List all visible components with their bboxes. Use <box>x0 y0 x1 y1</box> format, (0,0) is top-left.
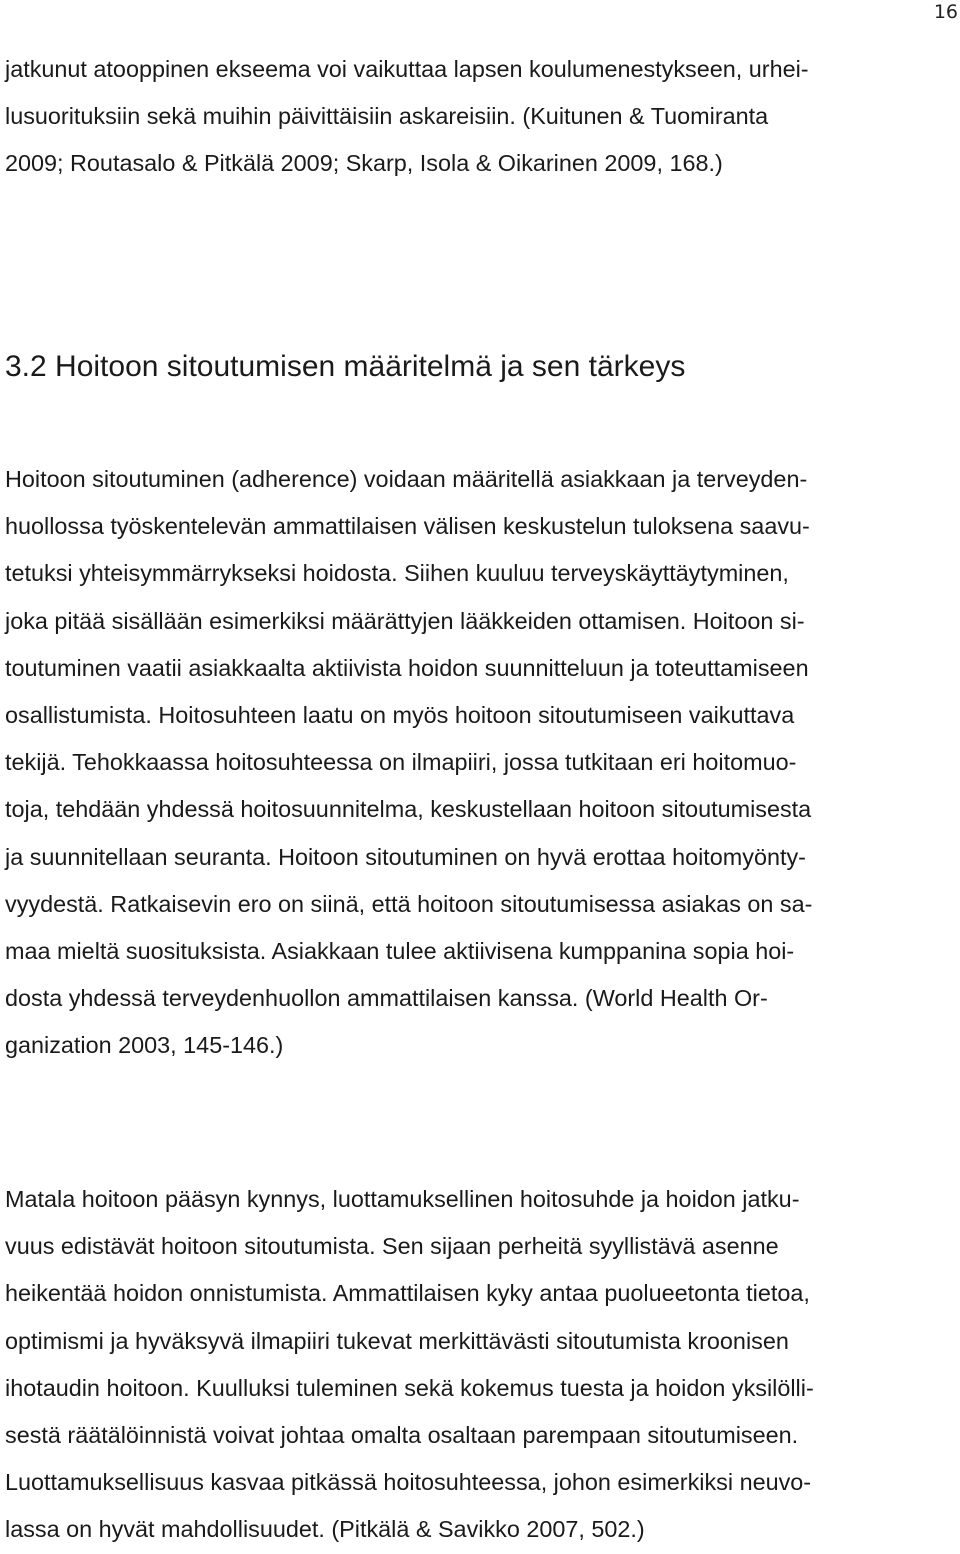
text-line: Hoitoon sitoutuminen (adherence) voidaan määritellä asiakkaan ja terveyden- <box>5 466 808 492</box>
page-number: 16 <box>933 1 958 23</box>
text-line: ja suunnitellaan seuranta. Hoitoon sitoutuminen on hyvä erottaa hoitomyönty- <box>5 843 806 870</box>
text-line: 2009; Routasalo & Pitkälä 2009; Skarp, Isola & Oikarinen 2009, 168.) <box>5 150 723 177</box>
text-line: toja, tehdään yhdessä hoitosuunnitelma, keskustellaan hoitoon sitoutumisesta <box>5 796 812 823</box>
text-line: osallistumista. Hoitosuhteen laatu on myös hoitoon sitoutumiseen vaikuttava <box>5 701 795 728</box>
text-line: ihotaudin hoitoon. Kuulluksi tuleminen sekä kokemus tuesta ja hoidon yksilölli- <box>5 1374 814 1401</box>
paragraph-adherence-definition <box>5 456 812 1069</box>
text-line: jatkunut atooppinen ekseema voi vaikuttaa lapsen koulumenestykseen, urhei- <box>5 56 809 82</box>
text-line: Luottamuksellisuus kasvaa pitkässä hoitosuhteessa, johon esimerkiksi neuvo- <box>5 1469 812 1496</box>
text-line: heikentää hoidon onnistumista. Ammattilaisen kyky antaa puolueetonta tietoa, <box>5 1280 810 1307</box>
text-line: lusuorituksiin sekä muihin päivittäisiin askareisiin. (Kuitunen & Tuomiranta <box>5 103 769 130</box>
paragraph-intro <box>5 46 809 188</box>
text-line: joka pitää sisällään esimerkiksi määrättyjen lääkkeiden ottamisen. Hoitoon si- <box>5 607 805 634</box>
paragraph-threshold-and-trust <box>5 1176 814 1554</box>
text-line: ganization 2003, 145-146.) <box>5 1032 284 1059</box>
text-line: tetuksi yhteisymmärrykseksi hoidosta. Siihen kuuluu terveyskäyttäytyminen, <box>5 560 789 587</box>
text-line: huollossa työskentelevän ammattilaisen välisen keskustelun tuloksena saavu- <box>5 513 810 540</box>
text-line: tekijä. Tehokkaassa hoitosuhteessa on ilmapiiri, jossa tutkitaan eri hoitomuo- <box>5 749 797 776</box>
text-line: lassa on hyvät mahdollisuudet. (Pitkälä & Savikko 2007, 502.) <box>5 1516 645 1543</box>
text-line: maa mieltä suosituksista. Asiakkaan tulee aktiivisena kumppanina sopia hoi- <box>5 937 795 964</box>
text-line: vyydestä. Ratkaisevin ero on siinä, että hoitoon sitoutumisessa asiakas on sa- <box>5 890 813 917</box>
text-line: vuus edistävät hoitoon sitoutumista. Sen sijaan perheitä syyllistävä asenne <box>5 1233 779 1260</box>
text-line: Matala hoitoon pääsyn kynnys, luottamuksellinen hoitosuhde ja hoidon jatku- <box>5 1186 800 1212</box>
text-line: optimismi ja hyväksyvä ilmapiiri tukevat merkittävästi sitoutumista kroonisen <box>5 1327 789 1354</box>
section-heading: 3.2 Hoitoon sitoutumisen määritelmä ja sen tärkeys <box>5 350 686 383</box>
text-line: sestä räätälöinnistä voivat johtaa omalta osaltaan parempaan sitoutumiseen. <box>5 1421 799 1448</box>
text-line: dosta yhdessä terveydenhuollon ammattilaisen kanssa. (World Health Or- <box>5 985 768 1012</box>
text-line: toutuminen vaatii asiakkaalta aktiivista hoidon suunnitteluun ja toteuttamiseen <box>5 654 809 681</box>
